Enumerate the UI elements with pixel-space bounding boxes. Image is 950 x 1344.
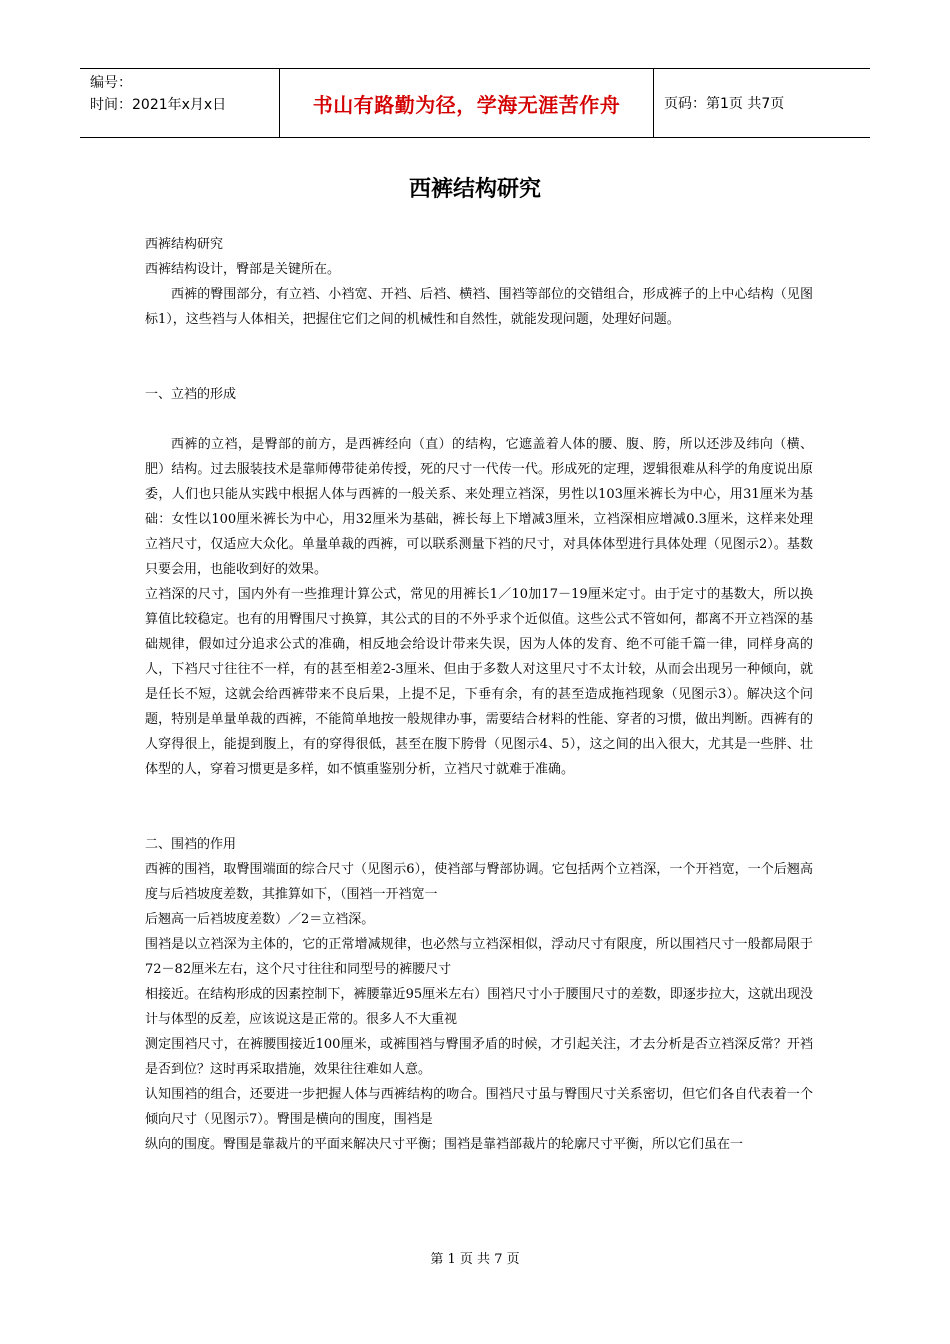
paragraph: 西裤的立裆，是臀部的前方，是西裤经向（直）的结构，它遮盖着人体的腰、腹、胯，所以还涉及纬向（横、肥）结构。过去服装技术是靠师傅带徒弟传授，死的尺寸一代传一代。形成死的定理，逻辑很难从科学的角度说出原委，人们也只能从实践中根据人体与西裤的一般关系、来处理立裆深，男性以103厘米裤长为中心，用31厘米为基础：女性以100厘米裤长为中心，用32厘米为基础，裤长每上下增减3厘米，立裆深相应增减0.3厘米，这样来处理立裆尺寸，仅适应大众化。单量单裁的西裤，可以联系测量下裆的尺寸，对具体体型进行具体处理（见图示2）。基数只要会用，也能收到好的效果。 xyxy=(145,437,813,577)
header-page-cell xyxy=(654,69,870,137)
section-heading: 一、立裆的形成 xyxy=(145,387,237,402)
paragraph: 围裆是以立裆深为主体的，它的正常增减规律，也必然与立裆深相似，浮动尺寸有限度，所以围裆尺寸一般都局限于72－82厘米左右，这个尺寸往往和同型号的裤腰尺寸 xyxy=(145,937,813,977)
header-motto-cell xyxy=(280,69,654,137)
document-body xyxy=(145,232,813,1157)
paragraph: 立裆深的尺寸，国内外有一些推理计算公式，常见的用裤长1／10加17－19厘米定寸。由于定寸的基数大，所以换算值比较稳定。也有的用臀围尺寸换算，其公式的目的不外乎求个近似值。这些公式不管如何，都离不开立裆深的基础规律，假如过分追求公式的准确，相反地会给设计带来失误，因为人体的发育、绝不可能千篇一律，同样身高的人，下裆尺寸往往不一样，有的甚至相差2-3厘米、但由于多数人对这里尺寸不太计较，从而会出现另一种倾向，就是任长不短，这就会给西裤带来不良后果，上提不足，下垂有余，有的甚至造成拖裆现象（见图示3）。解决这个问题，特别是单量单裁的西裤，不能简单地按一般规律办事，需要结合材料的性能、穿者的习惯，做出判断。西裤有的人穿得很上，能提到腹上，有的穿得很低，甚至在腹下胯骨（见图示4、5），这之间的出入很大，尤其是一些胖、壮体型的人，穿着习惯更是多样，如不慎重鉴别分析，立裆尺寸就难于准确。 xyxy=(145,587,813,777)
page-footer: 第 1 页 共 7 页 xyxy=(430,1252,520,1267)
paragraph: 西裤结构设计，臀部是关键所在。 xyxy=(145,262,341,277)
paragraph: 相接近。在结构形成的因素控制下，裤腰靠近95厘米左右）围裆尺寸小于腰围尺寸的差数，即逐步拉大，这就出现没计与体型的反差，应该说这是正常的。很多人不大重视 xyxy=(145,987,813,1027)
section-heading: 二、围裆的作用 xyxy=(145,837,237,852)
paragraph: 纵向的围度。臀围是靠裁片的平面来解决尺寸平衡；围裆是靠裆部裁片的轮廓尺寸平衡，所以它们虽在一 xyxy=(145,1137,744,1152)
page-info: 页码：第1页 共7页 xyxy=(664,96,785,112)
time-label: 时间：2021年x月x日 xyxy=(90,97,227,113)
paragraph: 西裤结构研究 xyxy=(145,237,224,252)
motto-text: 书山有路勤为径，学海无涯苦作舟 xyxy=(312,92,621,117)
header-left-cell xyxy=(80,69,280,137)
number-label: 编号： xyxy=(90,75,132,91)
paragraph: 后翘高一后裆坡度差数）／2＝立裆深。 xyxy=(145,912,375,927)
paragraph: 认知围裆的组合，还要进一步把握人体与西裤结构的吻合。围裆尺寸虽与臀围尺寸关系密切，但它们各自代表着一个倾向尺寸（见图示7）。臀围是横向的围度，围裆是 xyxy=(145,1087,813,1127)
paragraph: 西裤的围裆，取臀围端面的综合尺寸（见图示6），使裆部与臀部协调。它包括两个立裆深，一个开裆宽，一个后翘高度与后裆坡度差数，其推算如下，（围裆一开裆宽一 xyxy=(145,862,813,902)
header-table xyxy=(80,68,870,138)
document-title: 西裤结构研究 xyxy=(408,177,541,202)
paragraph: 西裤的臀围部分，有立裆、小裆宽、开裆、后裆、横裆、围裆等部位的交错组合，形成裤子的上中心结构（见图标1），这些裆与人体相关，把握住它们之间的机械性和自然性，就能发现问题，处理好问题。 xyxy=(145,287,813,327)
paragraph: 测定围裆尺寸，在裤腰围接近100厘米，或裤围裆与臀围矛盾的时候，才引起关注，才去分析是否立裆深反常？开裆是否到位？这时再采取措施，效果往往难如人意。 xyxy=(145,1037,813,1077)
